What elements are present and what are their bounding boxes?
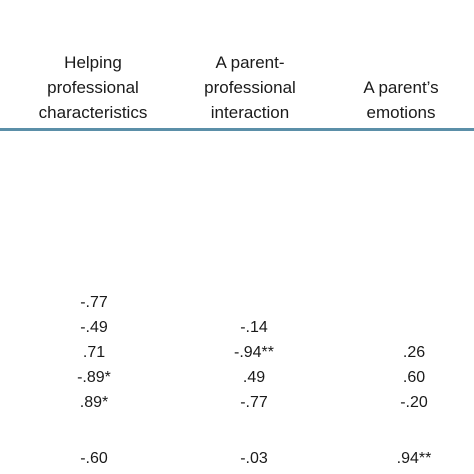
- column-header-parents-emotions: [338, 50, 464, 125]
- table-cell: .60: [402, 369, 426, 386]
- column-header-line: interaction: [210, 103, 290, 122]
- table-cell: -.49: [80, 319, 108, 336]
- column-header-line: emotions: [366, 103, 436, 122]
- table-cell: -.03: [240, 450, 268, 467]
- table-cell: -.77: [240, 394, 268, 411]
- table-cell: -.77: [80, 294, 108, 311]
- table-cell: -.89*: [77, 369, 111, 386]
- header-rule: [0, 128, 474, 131]
- table-cell: -.60: [80, 450, 108, 467]
- table-cell: .71: [82, 344, 106, 361]
- column-header-spacer: [338, 50, 464, 75]
- table-cell: .49: [242, 369, 266, 386]
- table-cell: -.14: [240, 319, 268, 336]
- column-header-parent-professional-interaction: [186, 50, 314, 125]
- column-header-line: characteristics: [38, 103, 148, 122]
- table-cell: -.94**: [233, 344, 275, 361]
- column-header-line: A parent’s: [363, 78, 439, 97]
- table-cell: .89*: [79, 394, 109, 411]
- table-cell: .26: [402, 344, 426, 361]
- column-header-line: professional: [204, 78, 296, 97]
- column-header-line: A parent-: [215, 53, 285, 72]
- table-cell: -.20: [400, 394, 428, 411]
- column-header-helping-professional-characteristics: [22, 50, 164, 125]
- column-header-line: Helping: [64, 53, 122, 72]
- table-cell: .94**: [396, 450, 432, 467]
- column-header-line: professional: [47, 78, 139, 97]
